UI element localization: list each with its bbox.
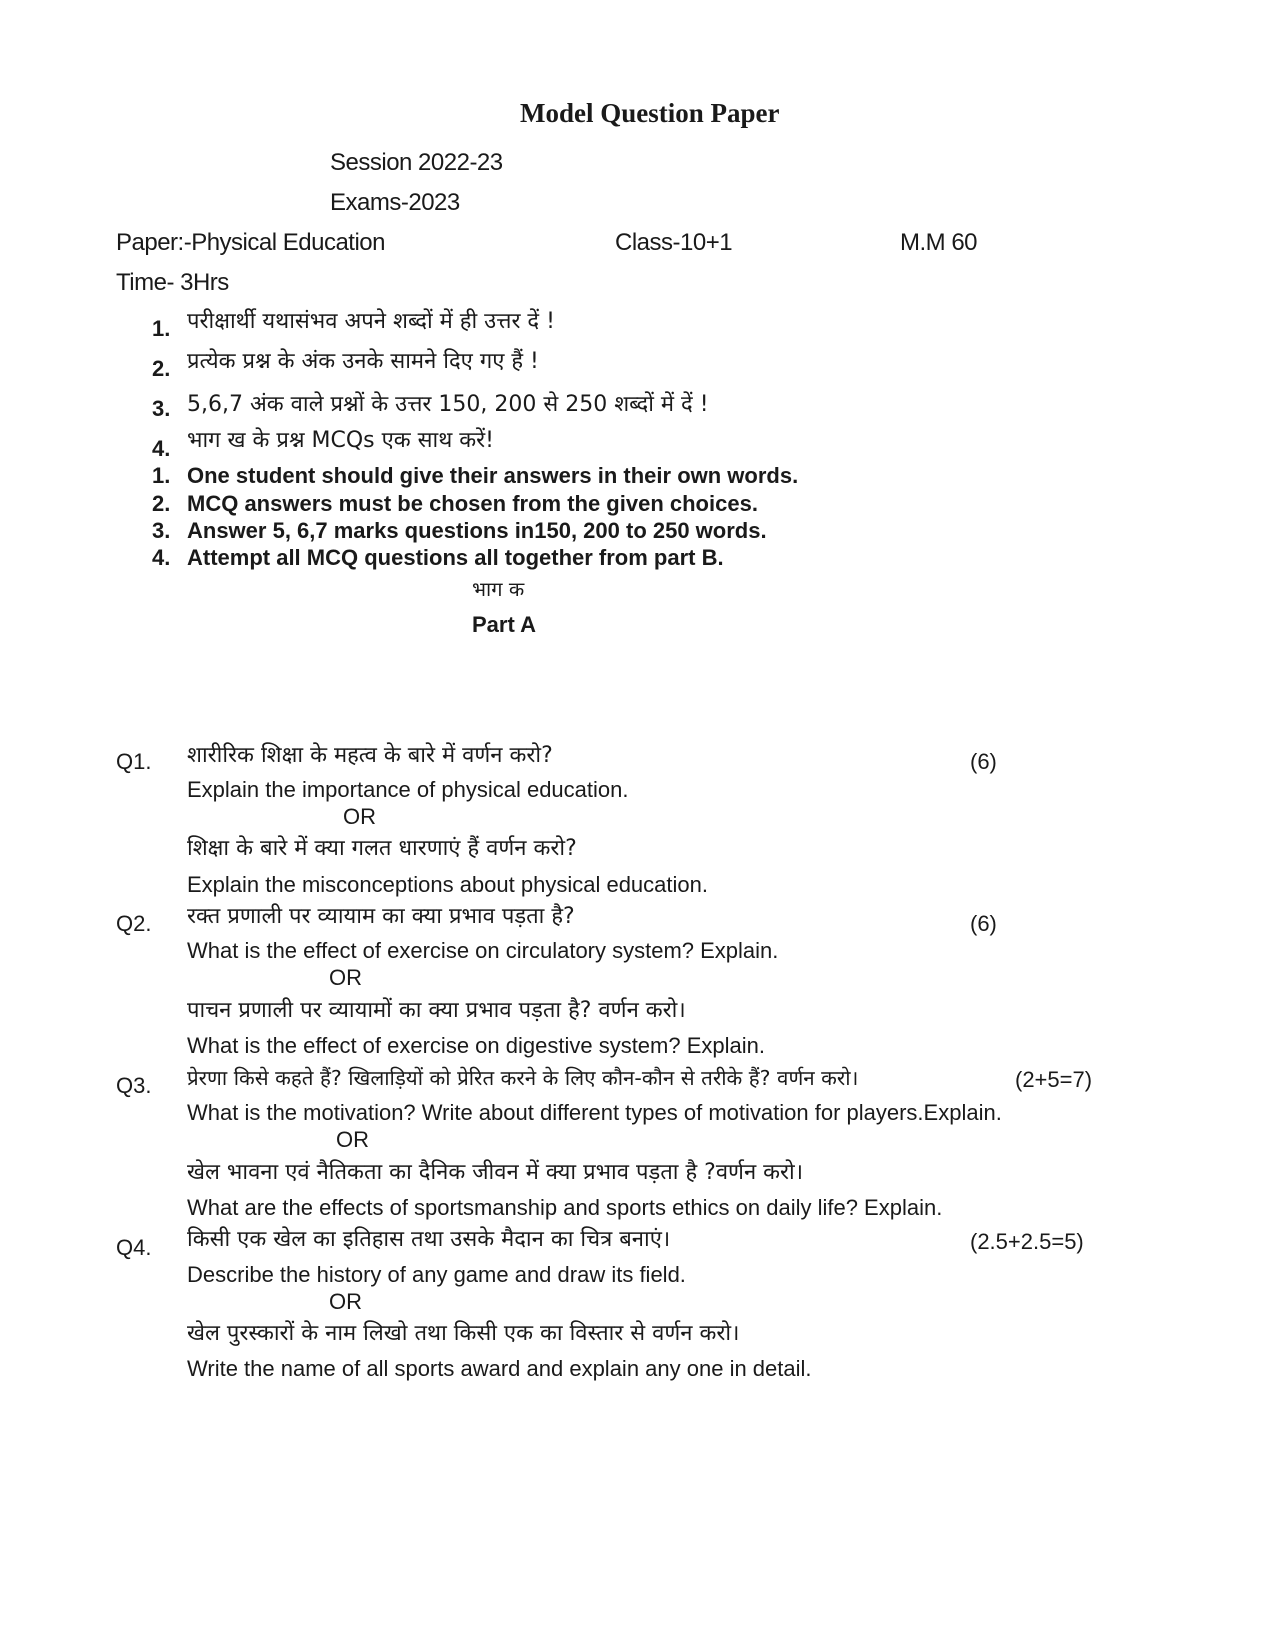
instruction-english: One student should give their answers in their own words. — [187, 463, 799, 488]
instruction-number: 2. — [152, 491, 171, 516]
or-separator: OR — [329, 1289, 362, 1314]
session: Session 2022-23 — [330, 149, 503, 176]
question-english-alt: What are the effects of sportsmanship and sports ethics on daily life? Explain. — [187, 1195, 943, 1220]
question-marks: (6) — [970, 749, 997, 774]
instruction-number: 4. — [152, 436, 171, 461]
instruction-hindi: 5,6,7 अंक वाले प्रश्नों के उत्तर 150, 200 से 250 शब्दों में दें ! — [187, 392, 709, 417]
time: Time- 3Hrs — [116, 269, 229, 296]
instruction-number: 1. — [152, 463, 171, 488]
question-english-alt: Explain the misconceptions about physical education. — [187, 872, 708, 897]
instruction-english: MCQ answers must be chosen from the given choices. — [187, 491, 758, 516]
paper-title: Model Question Paper — [520, 98, 780, 128]
instruction-english: Answer 5, 6,7 marks questions in150, 200 to 250 words. — [187, 518, 767, 543]
part-heading-hindi: भाग क — [472, 577, 525, 601]
or-separator: OR — [336, 1127, 369, 1152]
question-hindi-alt: पाचन प्रणाली पर व्यायामों का क्या प्रभाव पड़ता है? वर्णन करो। — [187, 998, 686, 1023]
exams: Exams-2023 — [330, 189, 460, 216]
question-hindi-alt: खेल पुरस्कारों के नाम लिखो तथा किसी एक का विस्तार से वर्णन करो। — [187, 1321, 740, 1346]
instruction-hindi: प्रत्येक प्रश्न के अंक उनके सामने दिए गए हैं ! — [187, 349, 539, 374]
question-hindi: शारीरिक शिक्षा के महत्व के बारे में वर्णन करो? — [187, 743, 553, 768]
question-english-alt: What is the effect of exercise on digestive system? Explain. — [187, 1033, 765, 1058]
question-marks: (2+5=7) — [1015, 1067, 1093, 1092]
question-hindi: किसी एक खेल का इतिहास तथा उसके मैदान का चित्र बनाएं। — [187, 1227, 671, 1252]
question-english: What is the effect of exercise on circulatory system? Explain. — [187, 938, 779, 963]
instruction-number: 1. — [152, 316, 171, 341]
question-marks: (2.5+2.5=5) — [970, 1229, 1084, 1254]
question-hindi: प्रेरणा किसे कहते हैं? खिलाड़ियों को प्रेरित करने के लिए कौन-कौन से तरीके हैं? वर्णन करो। — [187, 1066, 859, 1090]
question-english: Explain the importance of physical education. — [187, 777, 629, 802]
question-label: Q4. — [116, 1235, 152, 1260]
question-label: Q2. — [116, 911, 152, 936]
question-label: Q3. — [116, 1073, 152, 1098]
question-english: Describe the history of any game and draw its field. — [187, 1262, 686, 1287]
paper-subject: Paper:-Physical Education — [116, 229, 385, 256]
or-separator: OR — [343, 804, 376, 829]
instruction-english: Attempt all MCQ questions all together from part B. — [187, 545, 724, 570]
or-separator: OR — [329, 965, 362, 990]
question-english: What is the motivation? Write about different types of motivation for players.Explain. — [187, 1100, 1002, 1125]
question-hindi-alt: खेल भावना एवं नैतिकता का दैनिक जीवन में क्या प्रभाव पड़ता है ?वर्णन करो। — [187, 1160, 804, 1185]
instruction-hindi: भाग ख के प्रश्न MCQs एक साथ करें! — [187, 428, 494, 453]
question-hindi-alt: शिक्षा के बारे में क्या गलत धारणाएं हैं वर्णन करो? — [187, 836, 577, 861]
question-label: Q1. — [116, 749, 152, 774]
part-heading: Part A — [472, 612, 536, 637]
instruction-number: 4. — [152, 545, 171, 570]
instruction-number: 3. — [152, 518, 171, 543]
max-marks: M.M 60 — [900, 229, 978, 256]
class: Class-10+1 — [615, 229, 733, 256]
instruction-number: 2. — [152, 356, 171, 381]
instruction-hindi: परीक्षार्थी यथासंभव अपने शब्दों में ही उत्तर दें ! — [187, 309, 555, 334]
question-hindi: रक्त प्रणाली पर व्यायाम का क्या प्रभाव पड़ता है? — [187, 904, 575, 929]
question-marks: (6) — [970, 911, 997, 936]
instruction-number: 3. — [152, 396, 171, 421]
question-english-alt: Write the name of all sports award and explain any one in detail. — [187, 1356, 812, 1381]
